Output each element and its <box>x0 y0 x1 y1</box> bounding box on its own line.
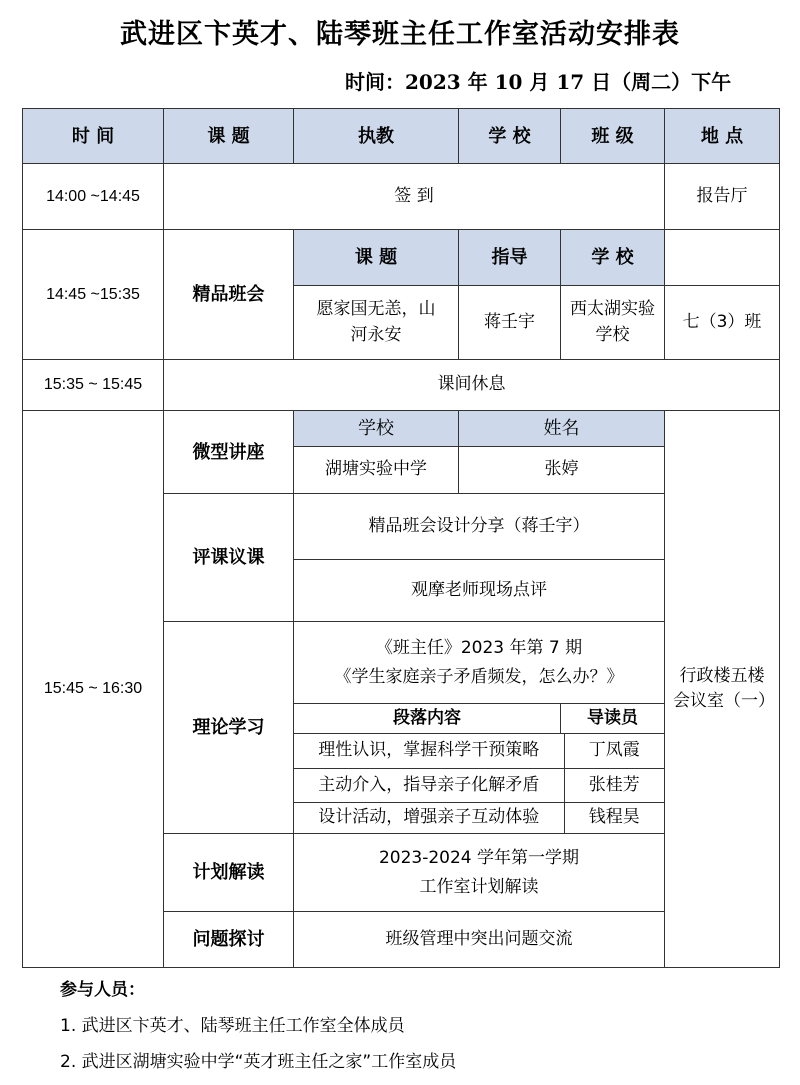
theory-line-1: 《班主任》2023 年第 7 期 <box>375 637 583 658</box>
review-item-1: 精品班会设计分享（蒋壬宇） <box>294 494 665 560</box>
row2-subheader-topic: 课 题 <box>294 230 459 286</box>
row3-content: 课间休息 <box>164 360 780 411</box>
row2-topic: 精品班会 <box>164 230 294 360</box>
issue-content: 班级管理中突出问题交流 <box>294 912 665 968</box>
lecture-header-school: 学校 <box>294 411 459 447</box>
table-header-row <box>23 109 780 164</box>
header-time: 时 间 <box>23 109 164 164</box>
row1-time: 14:00 ~14:45 <box>23 164 164 230</box>
schedule-date: 时间：2023 年 10 月 17 日（周二）下午 <box>345 70 732 94</box>
row2-school: 西太湖实验学校 <box>561 286 665 360</box>
lecture-header-name: 姓名 <box>459 411 665 447</box>
schedule-table <box>22 108 780 968</box>
row4-time: 15:45 ~ 16:30 <box>23 411 164 968</box>
row2-place-blank <box>665 230 780 286</box>
header-class: 班 级 <box>561 109 665 164</box>
theory-line-2: 《学生家庭亲子矛盾频发，怎么办？》 <box>334 666 624 687</box>
row4-place: 行政楼五楼会议室（一） <box>665 411 780 968</box>
lecture-school: 湖塘实验中学 <box>294 447 459 494</box>
participant-item-2: 2. 武进区湖塘实验中学“英才班主任之家”工作室成员 <box>60 1052 457 1072</box>
plan-content <box>294 834 665 912</box>
row2-subheader-school: 学 校 <box>561 230 665 286</box>
theory-label: 理论学习 <box>164 622 294 834</box>
row1-content: 签 到 <box>164 164 665 230</box>
table-row <box>23 230 780 286</box>
theory-row-2-content: 主动介入，指导亲子化解矛盾 <box>294 768 564 802</box>
theory-header-reader: 导读员 <box>561 704 665 734</box>
theory-row-1-reader: 丁凤霞 <box>564 734 664 768</box>
row2-guide: 蒋壬宇 <box>459 286 561 360</box>
row2-time: 14:45 ~15:35 <box>23 230 164 360</box>
theory-journal <box>294 622 665 704</box>
row2-subtopic: 愿家国无恙，山河永安 <box>294 286 459 360</box>
table-row <box>23 360 780 411</box>
header-school: 学 校 <box>459 109 561 164</box>
row1-place: 报告厅 <box>665 164 780 230</box>
theory-table <box>294 734 664 802</box>
page-title: 武进区卞英才、陆琴班主任工作室活动安排表 <box>120 19 680 50</box>
theory-row-3-content: 设计活动，增强亲子互动体验 <box>294 803 564 833</box>
table-row <box>23 164 780 230</box>
issue-label: 问题探讨 <box>164 912 294 968</box>
table-row <box>23 411 780 447</box>
plan-line-2: 工作室计划解读 <box>419 876 539 897</box>
theory-rows <box>294 734 665 803</box>
theory-header-content: 段落内容 <box>294 704 561 734</box>
header-topic: 课 题 <box>164 109 294 164</box>
row2-class: 七（3）班 <box>665 286 780 360</box>
participants-heading: 参与人员： <box>60 980 145 1000</box>
row2-subheader-guide: 指导 <box>459 230 561 286</box>
theory-row-3-reader: 钱程昊 <box>588 807 640 828</box>
header-place: 地 点 <box>665 109 780 164</box>
lecture-name: 张婷 <box>459 447 665 494</box>
theory-row-3 <box>294 803 665 834</box>
row3-time: 15:35 ~ 15:45 <box>23 360 164 411</box>
theory-row-1-content: 理性认识，掌握科学干预策略 <box>294 734 564 768</box>
theory-table-last <box>294 803 664 833</box>
lecture-label: 微型讲座 <box>164 411 294 494</box>
header-teacher: 执教 <box>294 109 459 164</box>
theory-row-2-reader: 张桂芳 <box>564 768 664 802</box>
review-label: 评课议课 <box>164 494 294 622</box>
plan-line-1: 2023-2024 学年第一学期 <box>378 847 580 868</box>
review-item-2: 观摩老师现场点评 <box>294 560 665 622</box>
plan-label: 计划解读 <box>164 834 294 912</box>
participant-item-1: 1. 武进区卞英才、陆琴班主任工作室全体成员 <box>60 1016 405 1036</box>
participants-section <box>60 972 456 1080</box>
